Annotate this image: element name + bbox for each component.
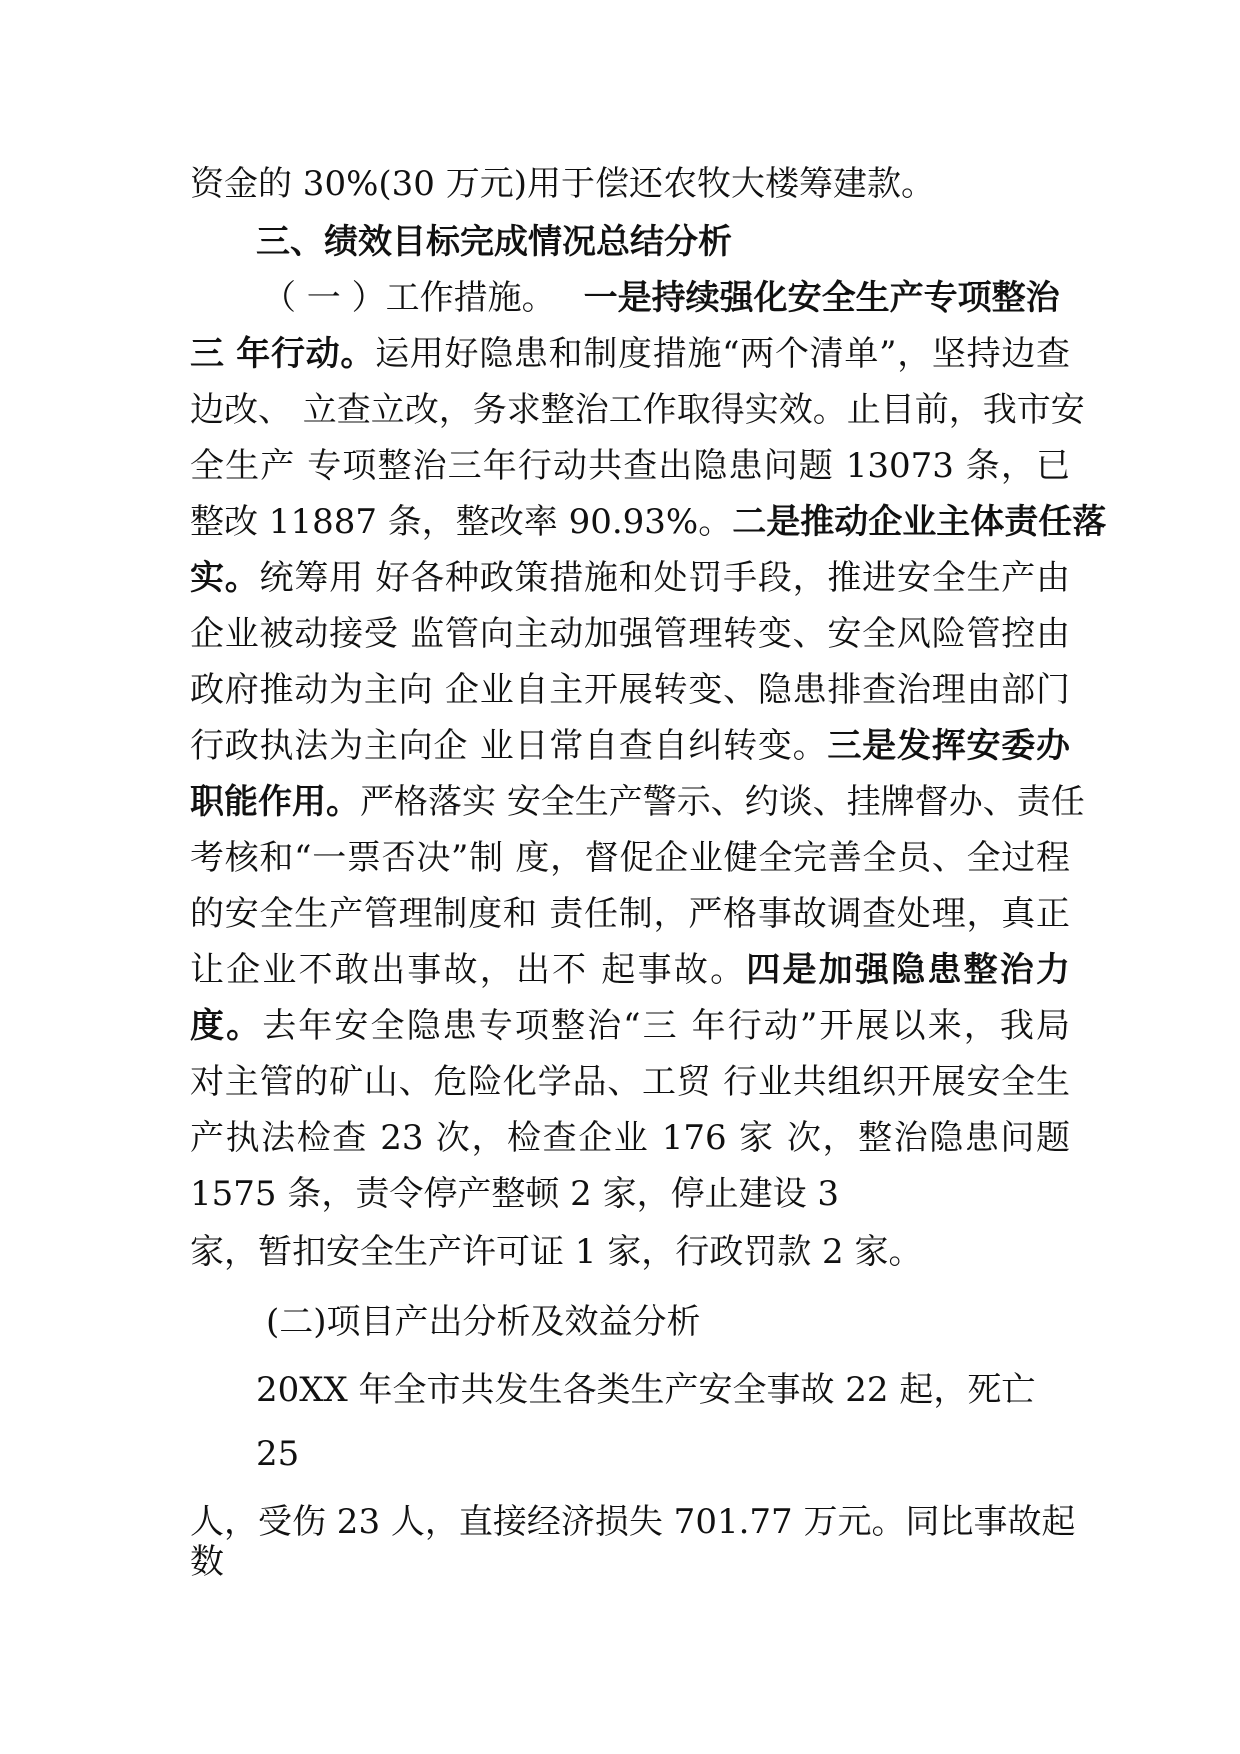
text-line <box>190 668 1070 712</box>
text-line <box>190 162 935 206</box>
bold-text: 三 <box>190 334 225 374</box>
text-span: 的安全生产管理制度和 责任制，严格事故调查处理，真正 <box>190 894 1070 934</box>
text-span: 考核和“一票否决”制 度，督促企业健全完善全员、全过程 <box>190 838 1070 878</box>
text-span: 监管向主动加强管理转变、安全风险管控由 <box>410 614 1071 654</box>
text-line <box>190 724 1070 768</box>
bold-text: 年行动。 <box>236 334 376 374</box>
text-span: 安全生产警示、约谈、挂牌督办、责任 <box>506 782 1085 822</box>
text-span: 1575 条，责令停产整顿 2 家，停止建设 3 <box>190 1174 840 1214</box>
text-span: 企业自主开展转变、隐患排查治理由部门 <box>444 670 1070 710</box>
section-heading-text: 三、绩效目标完成情况总结分析 <box>256 222 732 262</box>
section-heading <box>256 220 732 264</box>
text-span: 对主管的矿山、危险化学品、工贸 行业共组织开展安全生 <box>190 1062 1070 1102</box>
text-span: 好各种政策措施和处罚手段，推进安全生产由 <box>375 558 1071 598</box>
text-span: 政府推动为主向 <box>190 670 434 710</box>
text-line <box>190 892 1070 936</box>
text-span: 产执法检查 23 次，检查企业 176 家 <box>190 1118 775 1158</box>
text-span: 次，整治隐患问题 <box>786 1118 1071 1158</box>
bold-text: 实。 <box>190 558 260 598</box>
text-line <box>190 780 1085 824</box>
text-span: 去年安全隐患专项整治“三 <box>262 1006 679 1046</box>
text-line <box>190 1004 1070 1048</box>
bold-text: 度。 <box>190 1006 263 1046</box>
text-line <box>262 276 1060 320</box>
text-span: 年行动”开展以来，我局 <box>691 1006 1070 1046</box>
text-line <box>190 500 1107 544</box>
bold-text: 四是加强隐患整治力 <box>746 950 1071 990</box>
text-span: 数 <box>190 1542 224 1582</box>
text-line <box>190 332 1070 376</box>
text-span: 资金的 30%(30 万元)用于偿还农牧大楼筹建款。 <box>190 164 935 204</box>
text-line <box>190 1500 1075 1544</box>
text-line <box>190 836 1070 880</box>
bold-text: 职能作用。 <box>190 782 360 822</box>
text-line <box>190 948 1070 992</box>
text-line <box>190 1540 224 1584</box>
text-span: 25 <box>256 1434 300 1474</box>
text-line <box>190 556 1070 600</box>
text-line <box>190 388 1085 432</box>
bold-text: 一是持续强化安全生产专项整治 <box>583 278 1060 318</box>
bold-text: 二是推动企业主体责任落 <box>732 502 1107 542</box>
text-span: 让企业不敢出事故，出不 <box>190 950 589 990</box>
text-span: 专项整治三年行动共查出隐患问题 13073 条，已 <box>307 446 1071 486</box>
bold-text: 三是发挥安委办 <box>827 726 1071 766</box>
subheading-text: （ 一 ）工作措施。 <box>262 278 556 318</box>
text-span: 行政执法为主向企 <box>190 726 469 766</box>
text-span: 严格落实 <box>360 782 496 822</box>
text-line <box>190 444 1070 488</box>
text-line <box>190 1116 1070 1160</box>
text-line <box>190 1060 1070 1104</box>
text-span: 企业被动接受 <box>190 614 399 654</box>
text-span: 统筹用 <box>259 558 364 598</box>
text-line <box>190 612 1070 656</box>
subheading-text: (二)项目产出分析及效益分析 <box>266 1302 701 1342</box>
text-span: 运用好隐患和制度措施“两个清单”，坚持边查 <box>375 334 1071 374</box>
text-line <box>190 1230 923 1274</box>
text-span: 20XX 年全市共发生各类生产安全事故 22 起，死亡 <box>256 1370 1036 1410</box>
text-span: 人，受伤 23 人，直接经济损失 701.77 万元。同比事故起 <box>190 1502 1076 1542</box>
text-span: 家，暂扣安全生产许可证 1 家，行政罚款 2 家。 <box>190 1232 923 1272</box>
subheading <box>266 1300 701 1344</box>
text-span: 全生产 <box>190 446 296 486</box>
text-line <box>256 1368 1035 1412</box>
text-span: 业日常自查自纠转变。 <box>479 726 828 766</box>
text-span: 整改 11887 条，整改率 90.93%。 <box>190 502 733 542</box>
text-line <box>256 1432 299 1476</box>
text-line <box>190 1172 839 1216</box>
text-span: 起事故。 <box>601 950 747 990</box>
text-span: 边改、 立查立改，务求整治工作取得实效。止目前，我市安 <box>190 390 1085 430</box>
